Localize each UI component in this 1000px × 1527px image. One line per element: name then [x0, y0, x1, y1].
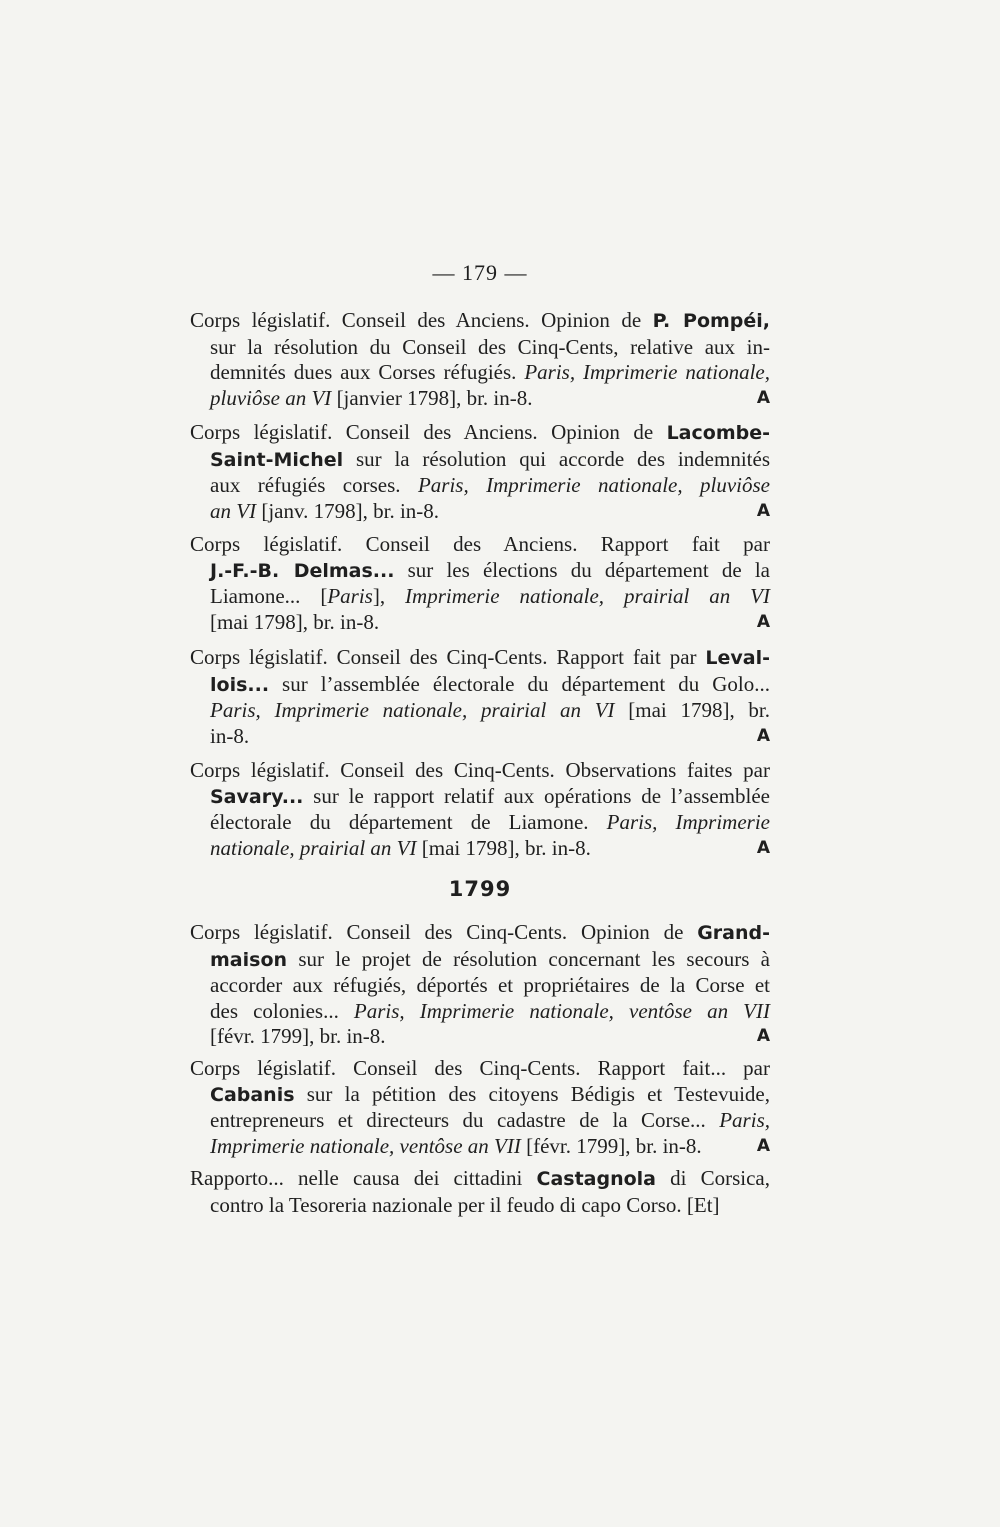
location-mark: A	[756, 837, 770, 858]
entry-text: [mai 1798], br. in-8.	[416, 835, 591, 860]
bibliography-entry	[190, 1056, 770, 1159]
imprint-text: Paris, Imprimerie nationale, pluviôse	[417, 473, 771, 497]
entry-line	[190, 420, 770, 447]
author-name: J.-F.-B. Delmas...	[210, 559, 395, 582]
author-name: Grand-	[697, 922, 770, 944]
author-name: Saint-Michel	[210, 448, 344, 471]
location-mark: A	[756, 1026, 770, 1046]
author-name: P. Pompéi,	[652, 310, 771, 332]
entry-text: di Corsica,	[656, 1166, 771, 1190]
entry-line	[190, 698, 770, 724]
entry-line	[190, 532, 770, 558]
entry-line	[190, 1082, 770, 1109]
bibliography-entry	[190, 758, 770, 861]
author-name: Savary...	[210, 785, 304, 808]
bibliography-entry	[190, 645, 770, 749]
entry-text: des colonies...	[210, 998, 354, 1023]
bibliography-entry	[190, 1166, 770, 1218]
entry-text: Corps législatif. Conseil des Anciens. Opinion de	[190, 308, 653, 332]
entry-line	[190, 447, 770, 474]
entry-text: électorale du département de Liamone.	[210, 810, 607, 834]
entry-text: in-8.	[210, 723, 250, 748]
imprint-text: an VI	[210, 498, 257, 523]
imprint-text: Paris,	[719, 1108, 770, 1132]
imprint-text: Paris	[327, 584, 373, 608]
entry-text: sur le rapport relatif aux opérations de l’assemblée	[303, 783, 770, 808]
bibliography-entry	[190, 920, 770, 1050]
author-name: Leval-	[705, 647, 770, 669]
entry-text: entrepreneurs et directeurs du cadastre de la Corse...	[210, 1108, 720, 1132]
entry-text: Rapporto... nelle causa dei cittadini	[190, 1166, 537, 1190]
entry-line	[190, 584, 770, 610]
imprint-text: Paris, Imprimerie nationale,	[524, 360, 770, 384]
entry-line	[190, 645, 770, 672]
entry-text: sur la pétition des citoyens Bédigis et Testevuide,	[294, 1081, 770, 1106]
entry-text: Corps législatif. Conseil des Cinq-Cents. Observations faites par	[190, 758, 770, 782]
entry-line	[190, 672, 770, 699]
imprint-text: pluviôse an VI	[210, 385, 332, 410]
entry-line	[190, 999, 770, 1025]
entry-line	[190, 973, 770, 999]
location-mark: A	[756, 725, 770, 746]
imprint-text: nationale, prairial an VI	[210, 835, 417, 860]
page-number: — 179 —	[432, 260, 528, 285]
entry-text: Corps législatif. Conseil des Cinq-Cents. Rapport fait... par	[190, 1056, 770, 1080]
entry-line	[190, 758, 770, 784]
imprint-text: Imprimerie nationale, prairial an VI	[405, 584, 770, 608]
imprint-text: Paris, Imprimerie nationale, ventôse an VII	[353, 998, 770, 1023]
entry-line	[190, 360, 770, 386]
entry-text: Corps législatif. Conseil des Cinq-Cents. Opinion de	[190, 920, 698, 944]
entry-text: [janvier 1798], br. in-8.	[331, 385, 533, 410]
author-name: lois...	[210, 673, 270, 696]
entry-text: sur la résolution du Conseil des Cinq-Cents, relative aux in-	[210, 334, 770, 359]
entry-line	[190, 1134, 770, 1160]
entry-text: Liamone... [	[210, 584, 328, 608]
bibliography-entry	[190, 532, 770, 635]
entry-line	[190, 1166, 770, 1193]
author-name: Castagnola	[536, 1168, 656, 1190]
entry-line	[190, 1193, 770, 1219]
entry-text: [mai 1798], br. in-8.	[210, 609, 380, 634]
entry-line	[190, 810, 770, 836]
author-name: maison	[210, 948, 288, 971]
location-mark: A	[756, 1135, 770, 1156]
entry-text: sur les élections du département de la	[394, 557, 771, 582]
entry-line	[190, 1024, 770, 1050]
entry-line	[190, 610, 770, 636]
entry-line	[190, 386, 770, 412]
imprint-text: Paris, Imprimerie	[606, 810, 770, 834]
entry-text: [févr. 1799], br. in-8.	[210, 1024, 386, 1048]
entry-line	[190, 947, 770, 974]
entry-text: contro la Tesoreria nazionale per il feudo di capo Corso. [Et]	[210, 1192, 720, 1217]
entry-text: Corps législatif. Conseil des Cinq-Cents. Rapport fait par	[190, 645, 706, 669]
entry-text: demnités dues aux Corses réfugiés.	[210, 360, 525, 384]
entry-text: [janv. 1798], br. in-8.	[256, 498, 440, 523]
year-heading: 1799	[448, 877, 512, 901]
location-mark: A	[756, 611, 770, 632]
author-name: Lacombe-	[666, 422, 770, 444]
entry-line	[190, 724, 770, 750]
imprint-text: Paris, Imprimerie nationale, prairial an VI	[210, 698, 615, 722]
entry-text: sur la résolution qui accorde des indemnités	[343, 446, 770, 471]
entry-text: [mai 1798], br.	[614, 698, 770, 722]
author-name: Cabanis	[210, 1083, 295, 1106]
entry-line	[190, 920, 770, 947]
entry-line	[190, 308, 770, 335]
entry-line	[190, 836, 770, 862]
entry-text: aux réfugiés corses.	[210, 473, 418, 497]
entry-line	[190, 1108, 770, 1134]
imprint-text: Imprimerie nationale, ventôse an VII	[210, 1133, 521, 1158]
location-mark: A	[756, 387, 770, 408]
entry-line	[190, 1056, 770, 1082]
entry-text: Corps législatif. Conseil des Anciens. Rapport fait par	[190, 532, 770, 556]
entry-text: accorder aux réfugiés, déportés et propriétaires de la Corse et	[210, 973, 770, 997]
location-mark: A	[756, 500, 770, 521]
entry-line	[190, 784, 770, 811]
entry-text: sur le projet de résolution concernant les secours à	[287, 946, 770, 971]
entry-text: sur l’assemblée électorale du département du Golo...	[269, 671, 770, 696]
entry-line	[190, 499, 770, 525]
entry-line	[190, 473, 770, 499]
entry-text: Corps législatif. Conseil des Anciens. Opinion de	[190, 420, 667, 444]
entry-text: ],	[372, 584, 406, 608]
entry-line	[190, 335, 770, 361]
entry-line	[190, 558, 770, 585]
entry-text: [févr. 1799], br. in-8.	[520, 1133, 702, 1158]
bibliography-entry	[190, 420, 770, 524]
bibliography-entry	[190, 308, 770, 411]
